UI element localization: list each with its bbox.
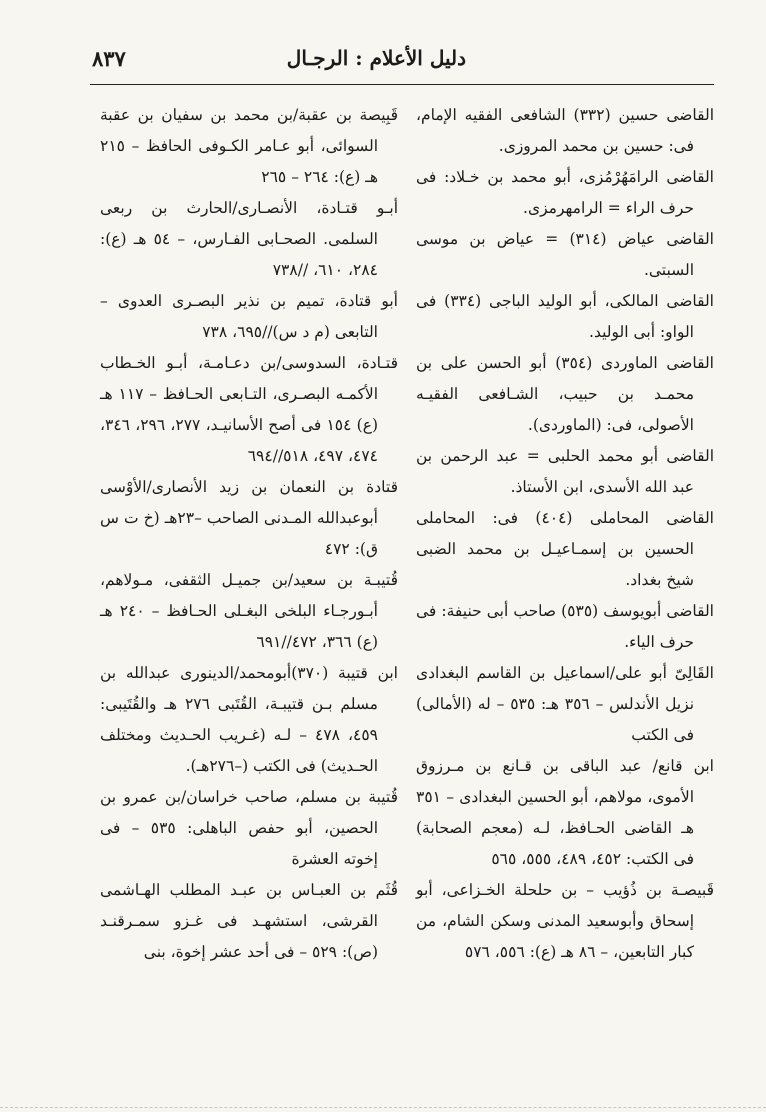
index-entry: قَبِيصة بن عقبة/بن محمد بن سفيان بن عقبة السوائى، أبو عـامر الكـوفى الحافظ – ٢١٥ هـ (ع): ٢٦٤ – ٢٦٥ — [100, 106, 398, 186]
running-title: دليل الأعلام : الرجـال — [286, 46, 466, 70]
index-entry: القَالِىّ أبو على/اسماعيل بن القاسم البغدادى نزيل الأندلس – ٣٥٦ هـ: ٥٣٥ – له (الأمالى) فى الكتب — [416, 664, 714, 744]
index-entry: قتادة بن النعمان بن زيد الأنصارى/الأوْسى أبوعبدالله المـدنى الصاحب –٢٣هـ (خ ت س ق): ٤٧٢ — [100, 478, 398, 558]
index-entry: أبـو قتـادة، الأنصـارى/الحارث بن ربعى السلمى. الصحـابى الفـارس، – ٥٤ هـ (ع): ٢٨٤، ٦١٠، //٧٣٨ — [100, 199, 398, 279]
index-entry: القاضى أبو محمد الحلبى = عبد الرحمن بن عبد الله الأسدى، ابن الأستاذ. — [416, 447, 714, 496]
index-entry: القاضى حسين (٣٣٢) الشافعى الفقيه الإمام، فى: حسين بن محمد المروزى. — [416, 106, 714, 155]
header-rule — [90, 84, 714, 85]
index-entry: القاضى عياض (٣١٤) = عياض بن موسى السبتى. — [416, 230, 714, 279]
index-entry: قتـادة، السدوسى/بن دعـامـة، أبـو الخـطاب الأكمـه البصـرى، التـابعى الحـافظ – ١١٧ هـ (ع) ١٥٤ فى أصح الأسانيـد، ٢٧٧، ٢٩٦، ٣٤٦، ٤٧٤، ٤٩٧، ٥١٨//٦٩٤ — [100, 354, 398, 465]
index-entry: القاضى المالكى، أبو الوليد الباجى (٣٣٤) فى الواو: أبى الوليد. — [416, 292, 714, 341]
index-entry: القاضى أبويوسف (٥٣٥) صاحب أبى حنيفة: فى حرف الياء. — [416, 602, 714, 651]
index-entry: قَبيصـة بن ذُؤيب – بن حلحلة الخـزاعى، أبو إسحاق وأبوسعيد المدنى وسكن الشام، من كبار التابعين، – ٨٦ هـ (ع): ٥٥٦، ٥٧٦ — [416, 881, 714, 961]
index-entry: قُتيبـة بن سعيد/بن جميـل الثقفى، مـولاهم، أبـورجـاء البلخى البغـلى الحـافظ – ٢٤٠ هـ (ع) ٣٦٦، ٤٧٢//٦٩١ — [100, 571, 398, 651]
index-entry: أبو قتادة، تميم بن نذير البصـرى العدوى – التابعى (م د س)//٦٩٥، ٧٣٨ — [100, 292, 398, 341]
page-number: ٨٣٧ — [92, 46, 126, 71]
page-edge — [0, 1107, 766, 1108]
index-entry: القاضى الرامَهُرْمُزى، أبو محمد بن خـلاد: فى حرف الراء = الرامهرمزى. — [416, 168, 714, 217]
index-entry: ابن قتيبة (٣٧٠)أبومحمد/الدينورى عبدالله بن مسلم بـن قتيبـة، القُتَبى ٢٧٦ هـ والقُتَيبى: ٤٥٩، ٤٧٨ – لـه (غـريب الحـديث ومختلف الحـديث) فى الكتب (–٢٧٦هـ). — [100, 664, 398, 775]
index-entry: قُثَم بن العبـاس بن عبـد المطلب الهـاشمى القرشى، استشهـد فى غـزو سمـرقنـد (ص): ٥٢٩ – فى أحد عشر إخوة، بنى — [100, 881, 398, 961]
index-entry: قُتيبة بن مسلم، صاحب خراسان/بن عمرو بن الحصين، أبو حفص الباهلى: ٥٣٥ – فى إخوته العشرة — [100, 788, 398, 868]
index-entry: ابن قانع/ عبد الباقى بن قـانع بن مـرزوق الأموى، مولاهم، أبو الحسين البغدادى – ٣٥١ هـ القاضى الحـافظ، لـه (معجم الصحابة) فى الكتب: ٤٥٢، ٤٨٩، ٥٥٥، ٥٦٥ — [416, 757, 714, 868]
index-entry: القاضى الماوردى (٣٥٤) أبو الحسن على بن محمـد بن حبيب، الشـافعى الفقيـه الأصولى، فى: (الماوردى). — [416, 354, 714, 434]
left-column — [100, 100, 398, 968]
index-entry: القاضى المحاملى (٤٠٤) فى: المحاملى الحسين بن إسمـاعيـل بن محمد الضبى شيخ بغداد. — [416, 509, 714, 589]
right-column — [416, 100, 714, 968]
